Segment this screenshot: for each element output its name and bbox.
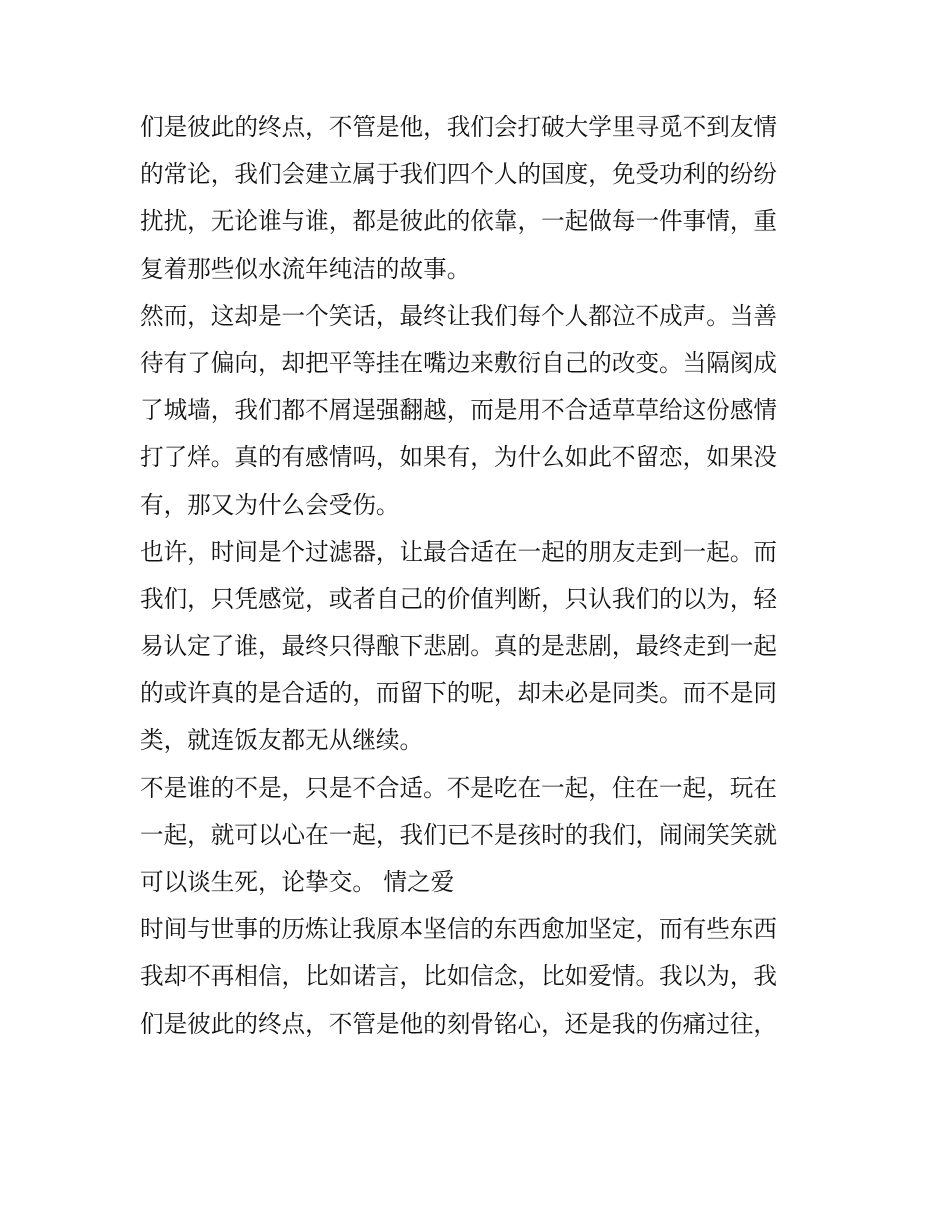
- text-line: 的或许真的是合适的，而留下的呢，却未必是同类。而不是同: [140, 679, 778, 708]
- text-line: 然而，这却是一个笑话，最终让我们每个人都泣不成声。当善: [140, 301, 778, 330]
- text-line: 类，就连饭友都无从继续。: [140, 726, 424, 755]
- text-line: 也许，时间是个过滤器，让最合适在一起的朋友走到一起。而: [140, 537, 778, 566]
- text-line: 们是彼此的终点，不管是他，我们会打破大学里寻觅不到友情: [140, 113, 778, 141]
- text-line: 复着那些似水流年纯洁的故事。: [140, 254, 471, 283]
- text-line: 一起，就可以心在一起，我们已不是孩时的我们，闹闹笑笑就: [140, 820, 778, 849]
- text-line: 易认定了谁，最终只得酿下悲剧。真的是悲剧，最终走到一起: [140, 632, 778, 661]
- text-line: 的常论，我们会建立属于我们四个人的国度，免受功利的纷纷: [140, 160, 778, 189]
- text-line: 扰扰，无论谁与谁，都是彼此的依靠，一起做每一件事情，重: [140, 207, 778, 236]
- text-line: 时间与世事的历炼让我原本坚信的东西愈加坚定，而有些东西: [140, 915, 778, 944]
- text-line: 我们，只凭感觉，或者自己的价值判断，只认我们的以为，轻: [140, 584, 778, 613]
- text-line: 们是彼此的终点，不管是他的刻骨铭心，还是我的伤痛过往，: [140, 1009, 778, 1038]
- text-line: 打了烊。真的有感情吗，如果有，为什么如此不留恋，如果没: [140, 443, 778, 472]
- text-line: 有，那又为什么会受伤。: [140, 490, 400, 519]
- body-text: [140, 104, 820, 1048]
- text-line: 不是谁的不是，只是不合适。不是吃在一起，住在一起，玩在: [140, 773, 778, 802]
- text-line: 可以谈生死，论挚交。 情之爱: [140, 868, 455, 896]
- text-line: 了城墙，我们都不屑逞强翻越，而是用不合适草草给这份感情: [140, 396, 778, 425]
- text-line: 待有了偏向，却把平等挂在嘴边来敷衍自己的改变。当隔阂成: [140, 348, 778, 377]
- text-line: 我却不再相信，比如诺言，比如信念，比如爱情。我以为，我: [140, 962, 778, 991]
